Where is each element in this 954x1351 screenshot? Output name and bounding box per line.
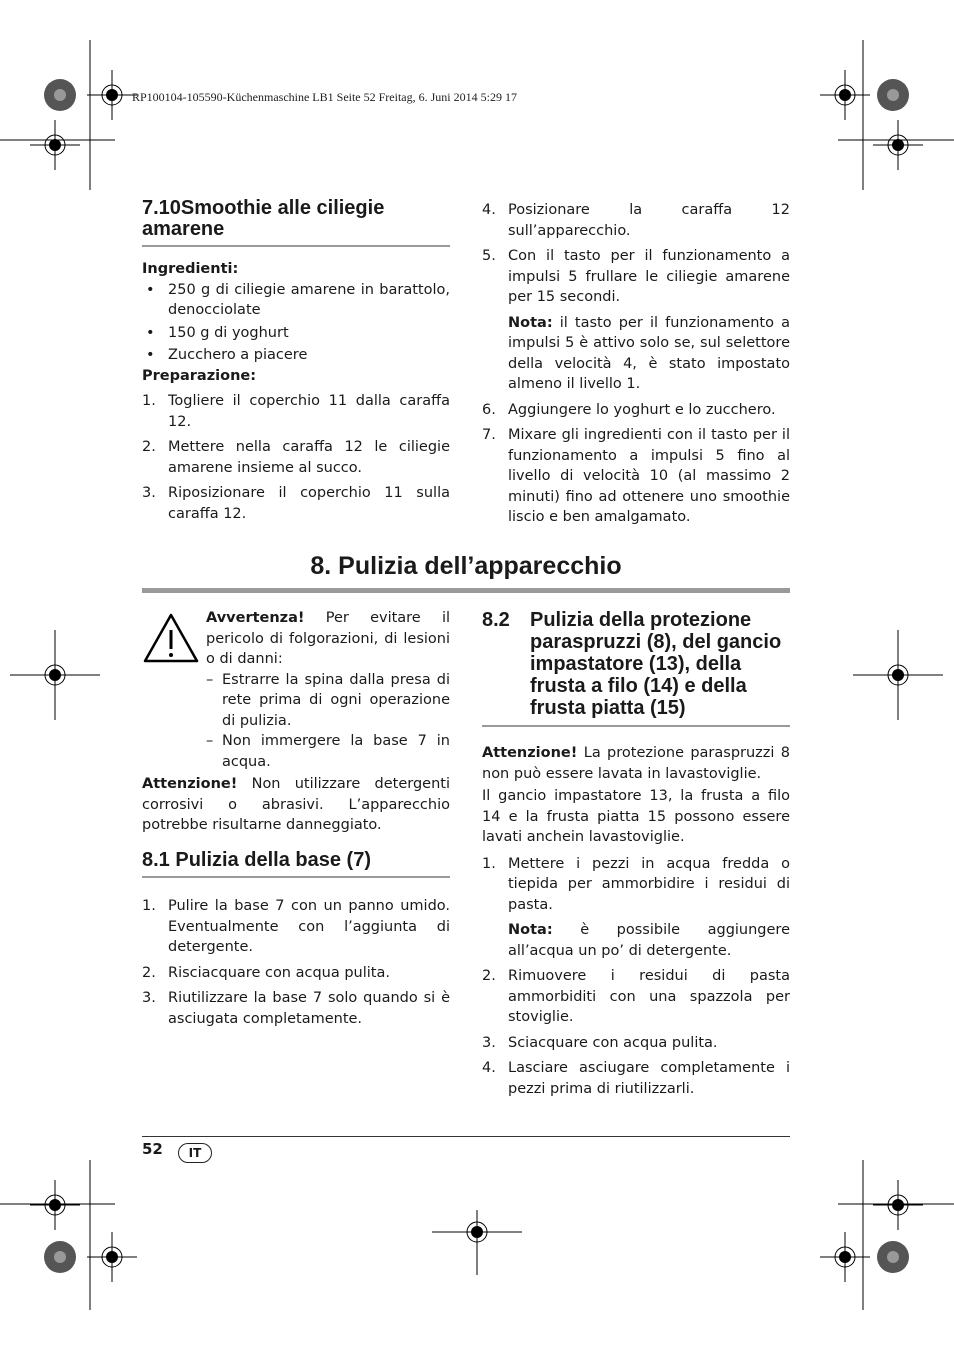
- section-8-2-title: 8.2 Pulizia della protezione paraspruzzi (8), del gancio impastatore (13), della frusta a filo (14) e della frusta piatta (15): [482, 609, 790, 727]
- section-8-1-title: 8.1 Pulizia della base (7): [142, 850, 450, 879]
- attention-note: Attenzione! Non utilizzare detergenti corrosivi o abrasivi. L’apparecchio potrebbe risultarne danneggiato.: [142, 776, 450, 833]
- footer-rule: [142, 1136, 790, 1137]
- list-item: 1. Mettere i pezzi in acqua fredda o tiepida per ammorbidire i residui di pasta.: [482, 855, 790, 913]
- list-item: 6. Aggiungere lo yoghurt e lo zucchero.: [482, 401, 776, 418]
- list-item: 1. Pulire la base 7 con un panno umido. Eventualmente con l’aggiunta di detergente.: [142, 898, 450, 955]
- chapter-title: 8. Pulizia dell’apparecchio: [310, 552, 622, 580]
- list-item: 3. Sciacquare con acqua pulita.: [482, 1034, 718, 1051]
- section-7-10-title: 7.10Smoothie alle ciliegie amarene: [142, 198, 450, 247]
- list-item: 2. Rimuovere i residui di pasta ammorbiditi con una spazzola per stoviglie.: [482, 968, 790, 1025]
- list-item: • 150 g di yoghurt: [142, 323, 450, 344]
- list-item: 2. Risciacquare con acqua pulita.: [142, 964, 390, 981]
- list-item: 4. Lasciare asciugare completamente i pezzi prima di riutilizzarli.: [482, 1060, 790, 1097]
- ingredients-label: Ingredienti:: [142, 261, 239, 277]
- list-item: – Non immergere la base 7 in acqua.: [206, 733, 450, 770]
- paragraph: Il gancio impastatore 13, la frusta a filo 14 e la frusta piatta 15 possono essere lavati anchein lavastoviglie.: [482, 788, 790, 845]
- print-slug: RP100104-105590-Küchenmaschine LB1 Seite 52 Freitag, 6. Juni 2014 5:29 17: [132, 90, 517, 104]
- language-badge: IT: [178, 1143, 212, 1163]
- warning-text: Avvertenza! Per evitare il pericolo di folgorazioni, di lesioni o di danni:: [206, 610, 450, 667]
- list-item: • Zucchero a piacere: [142, 345, 450, 366]
- list-item: 1. Togliere il coperchio 11 dalla caraffa 12.: [142, 393, 450, 430]
- section-7-10-left: [142, 198, 450, 529]
- attention-note: Attenzione! La protezione paraspruzzi 8 non può essere lavata in lavastoviglie.: [482, 745, 790, 782]
- list-item: 2. Mettere nella caraffa 12 le ciliegie amarene insieme al succo.: [142, 439, 450, 476]
- preparation-label: Preparazione:: [142, 367, 257, 384]
- section-8-2-number: 8.2: [482, 609, 510, 631]
- list-item: 5. Con il tasto per il funzionamento a impulsi 5 frullare le ciliegie amarene per 15 secondi.: [482, 248, 790, 305]
- note: Nota: è possibile aggiungere all’acqua un po’ di detergente.: [508, 922, 790, 959]
- list-item: – Estrarre la spina dalla presa di rete prima di ogni operazione di pulizia.: [206, 671, 450, 729]
- list-item: 7. Mixare gli ingredienti con il tasto per il funzionamento a impulsi 5 fino al livello di velocità 10 (al massimo 2 minuti) fino ad ottenere uno smoothie liscio e ben amalgamato.: [482, 427, 790, 525]
- list-item: 3. Riposizionare il coperchio 11 sulla caraffa 12.: [142, 485, 450, 522]
- list-item: • 250 g di ciliegie amarene in barattolo, denocciolate: [142, 280, 450, 321]
- page-number: 52: [142, 1140, 163, 1158]
- note: Nota: il tasto per il funzionamento a impulsi 5 è attivo solo se, sul selettore della velocità 4, è stato impostato almeno il livello 1.: [508, 314, 790, 392]
- list-item: 3. Riutilizzare la base 7 solo quando si è asciugata completamente.: [142, 990, 450, 1027]
- list-item: 4. Posizionare la caraffa 12 sull’apparecchio.: [482, 202, 790, 239]
- section-8-2: [482, 609, 790, 1104]
- chapter-divider: [142, 588, 790, 593]
- section-7-10-right: [482, 200, 790, 533]
- warning-block: [142, 608, 450, 1034]
